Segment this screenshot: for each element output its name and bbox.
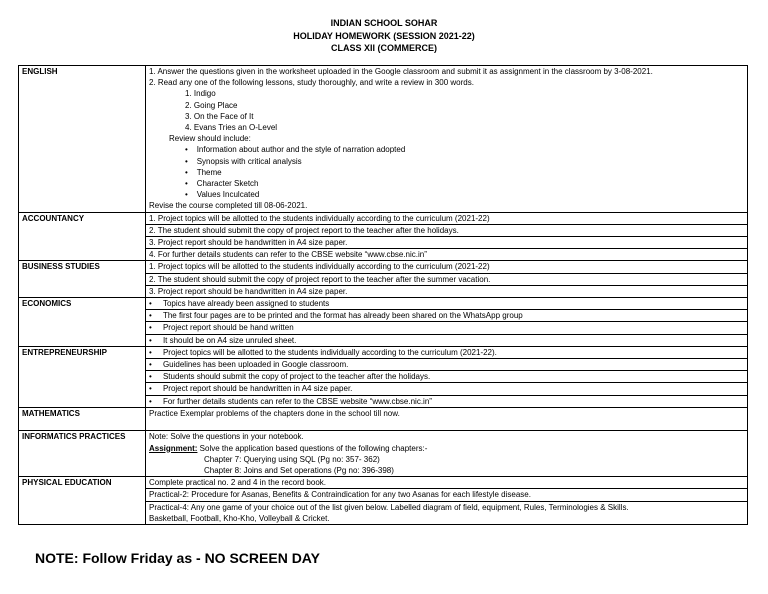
pe-line-1: Complete practical no. 2 and 4 in the record book.	[149, 478, 326, 488]
homework-table	[18, 65, 748, 525]
row-economics	[19, 298, 748, 347]
english-review-item: • Synopsis with critical analysis	[185, 156, 302, 166]
bullet-icon: •	[149, 384, 152, 394]
class-label: CLASS XII (COMMERCE)	[330, 43, 437, 53]
economics-item: • The first four pages are to be printed and the format has already been shared on the WhatsApp group	[146, 309, 747, 321]
english-review-item: • Values Inculcated	[185, 190, 260, 200]
content-accountancy	[146, 212, 748, 261]
content-entrepreneurship	[146, 346, 748, 407]
informatics-chapter-7: Chapter 7: Querying using SQL (Pg no: 357- 362)	[204, 454, 380, 464]
mathematics-blank	[149, 419, 744, 430]
subject-entrepreneurship: ENTREPRENEURSHIP	[19, 346, 146, 407]
content-economics	[146, 298, 748, 347]
subject-informatics-practices: INFORMATICS PRACTICES	[19, 431, 146, 477]
business-line: 2. The student should submit the copy of project report to the teacher after the summer vacation.	[146, 273, 747, 285]
bullet-icon: •	[149, 311, 152, 321]
english-review-item: • Information about author and the style of narration adopted	[185, 145, 406, 155]
subject-mathematics: MATHEMATICS	[19, 407, 146, 430]
row-english	[19, 66, 748, 213]
english-review-item: • Character Sketch	[185, 179, 259, 189]
subject-english: ENGLISH	[19, 66, 146, 213]
subject-accountancy: ACCOUNTANCY	[19, 212, 146, 261]
row-accountancy	[19, 212, 748, 261]
entrepreneurship-item: • Project topics will be allotted to the students individually according to the curriculum (2021-22).	[149, 347, 497, 357]
bullet-icon: •	[149, 335, 152, 345]
english-revise: Revise the course completed till 08-06-2021.	[149, 201, 308, 211]
entrepreneurship-item: • Guidelines has been uploaded in Google classroom.	[146, 358, 747, 370]
bullet-icon: •	[185, 145, 188, 155]
screen-day-note: NOTE: Follow Friday as - NO SCREEN DAY	[35, 550, 320, 566]
entrepreneurship-item: • Project report should be handwritten in A4 size paper.	[146, 382, 747, 394]
bullet-icon: •	[149, 396, 152, 406]
content-business-studies	[146, 261, 748, 298]
bullet-icon: •	[185, 156, 188, 166]
pe-line-2: Practical-2: Procedure for Asanas, Benefits & Contraindication for any two Asanas for each lifestyle disease.	[146, 488, 747, 500]
economics-item: • It should be on A4 size unruled sheet.	[146, 334, 747, 346]
business-line: 3. Project report should be handwritten in A4 size paper.	[146, 285, 747, 297]
pe-line-3: Practical-4: Any one game of your choice out of the list given below. Labelled diagram of field, equipment, Rules, Terminologies & Skills.	[146, 501, 747, 513]
bullet-icon: •	[185, 179, 188, 189]
accountancy-line: 2. The student should submit the copy of project report to the teacher after the holidays.	[146, 224, 747, 236]
accountancy-line: 1. Project topics will be allotted to the students individually according to the curriculum (2021-22)	[149, 213, 490, 223]
entrepreneurship-item: • For further details students can refer to the CBSE website “www.cbse.nic.in”	[146, 395, 747, 407]
business-line: 1. Project topics will be allotted to the students individually according to the curriculum (2021-22)	[149, 262, 490, 272]
row-entrepreneurship	[19, 346, 748, 407]
document-header	[0, 17, 768, 55]
english-lesson-1: 1. Indigo	[185, 89, 216, 99]
bullet-icon: •	[149, 299, 152, 309]
row-mathematics	[19, 407, 748, 430]
economics-item: • Project report should be hand written	[146, 321, 747, 333]
accountancy-line: 3. Project report should be handwritten in A4 size paper.	[146, 236, 747, 248]
bullet-icon: •	[149, 347, 152, 357]
subject-economics: ECONOMICS	[19, 298, 146, 347]
content-informatics-practices	[146, 431, 748, 477]
pe-line-4: Basketball, Football, Kho-Kho, Volleyball & Cricket.	[149, 513, 330, 523]
subject-business-studies: BUSINESS STUDIES	[19, 261, 146, 298]
economics-item: • Topics have already been assigned to students	[149, 299, 330, 309]
english-review-intro: Review should include:	[169, 134, 251, 144]
document-title: HOLIDAY HOMEWORK (SESSION 2021-22)	[293, 30, 475, 41]
content-mathematics	[146, 407, 748, 430]
mathematics-text: Practice Exemplar problems of the chapters done in the school till now.	[149, 408, 400, 418]
english-lesson-4: 4. Evans Tries an O-Level	[185, 123, 278, 133]
informatics-note: Note: Solve the questions in your notebook.	[149, 432, 304, 442]
english-line-2: 2. Read any one of the following lessons, study thoroughly, and write a review in 300 words.	[149, 78, 474, 88]
english-lesson-2: 2. Going Place	[185, 100, 238, 110]
bullet-icon: •	[149, 323, 152, 333]
bullet-icon: •	[149, 360, 152, 370]
content-english	[146, 66, 748, 213]
school-name: INDIAN SCHOOL SOHAR	[330, 18, 438, 28]
informatics-chapter-8: Chapter 8: Joins and Set operations (Pg no: 396-398)	[204, 465, 394, 475]
bullet-icon: •	[185, 190, 188, 200]
bullet-icon: •	[149, 372, 152, 382]
row-business-studies	[19, 261, 748, 298]
row-informatics-practices	[19, 431, 748, 477]
entrepreneurship-item: • Students should submit the copy of project to the teacher after the holidays.	[146, 370, 747, 382]
assignment-label: Assignment:	[149, 443, 198, 453]
english-review-item: • Theme	[185, 167, 222, 177]
bullet-icon: •	[185, 167, 188, 177]
assignment-text: Solve the application based questions of the following chapters:-	[197, 443, 428, 453]
accountancy-line: 4. For further details students can refer to the CBSE website “www.cbse.nic.in”	[146, 248, 747, 260]
english-line-1: 1. Answer the questions given in the worksheet uploaded in the Google classroom and submit it as assignment in the classroom by 3-08-2021.	[149, 67, 653, 76]
english-lesson-3: 3. On the Face of It	[185, 111, 254, 121]
subject-physical-education: PHYSICAL EDUCATION	[19, 477, 146, 525]
row-physical-education	[19, 477, 748, 525]
informatics-assignment	[149, 443, 744, 454]
content-physical-education	[146, 477, 748, 525]
